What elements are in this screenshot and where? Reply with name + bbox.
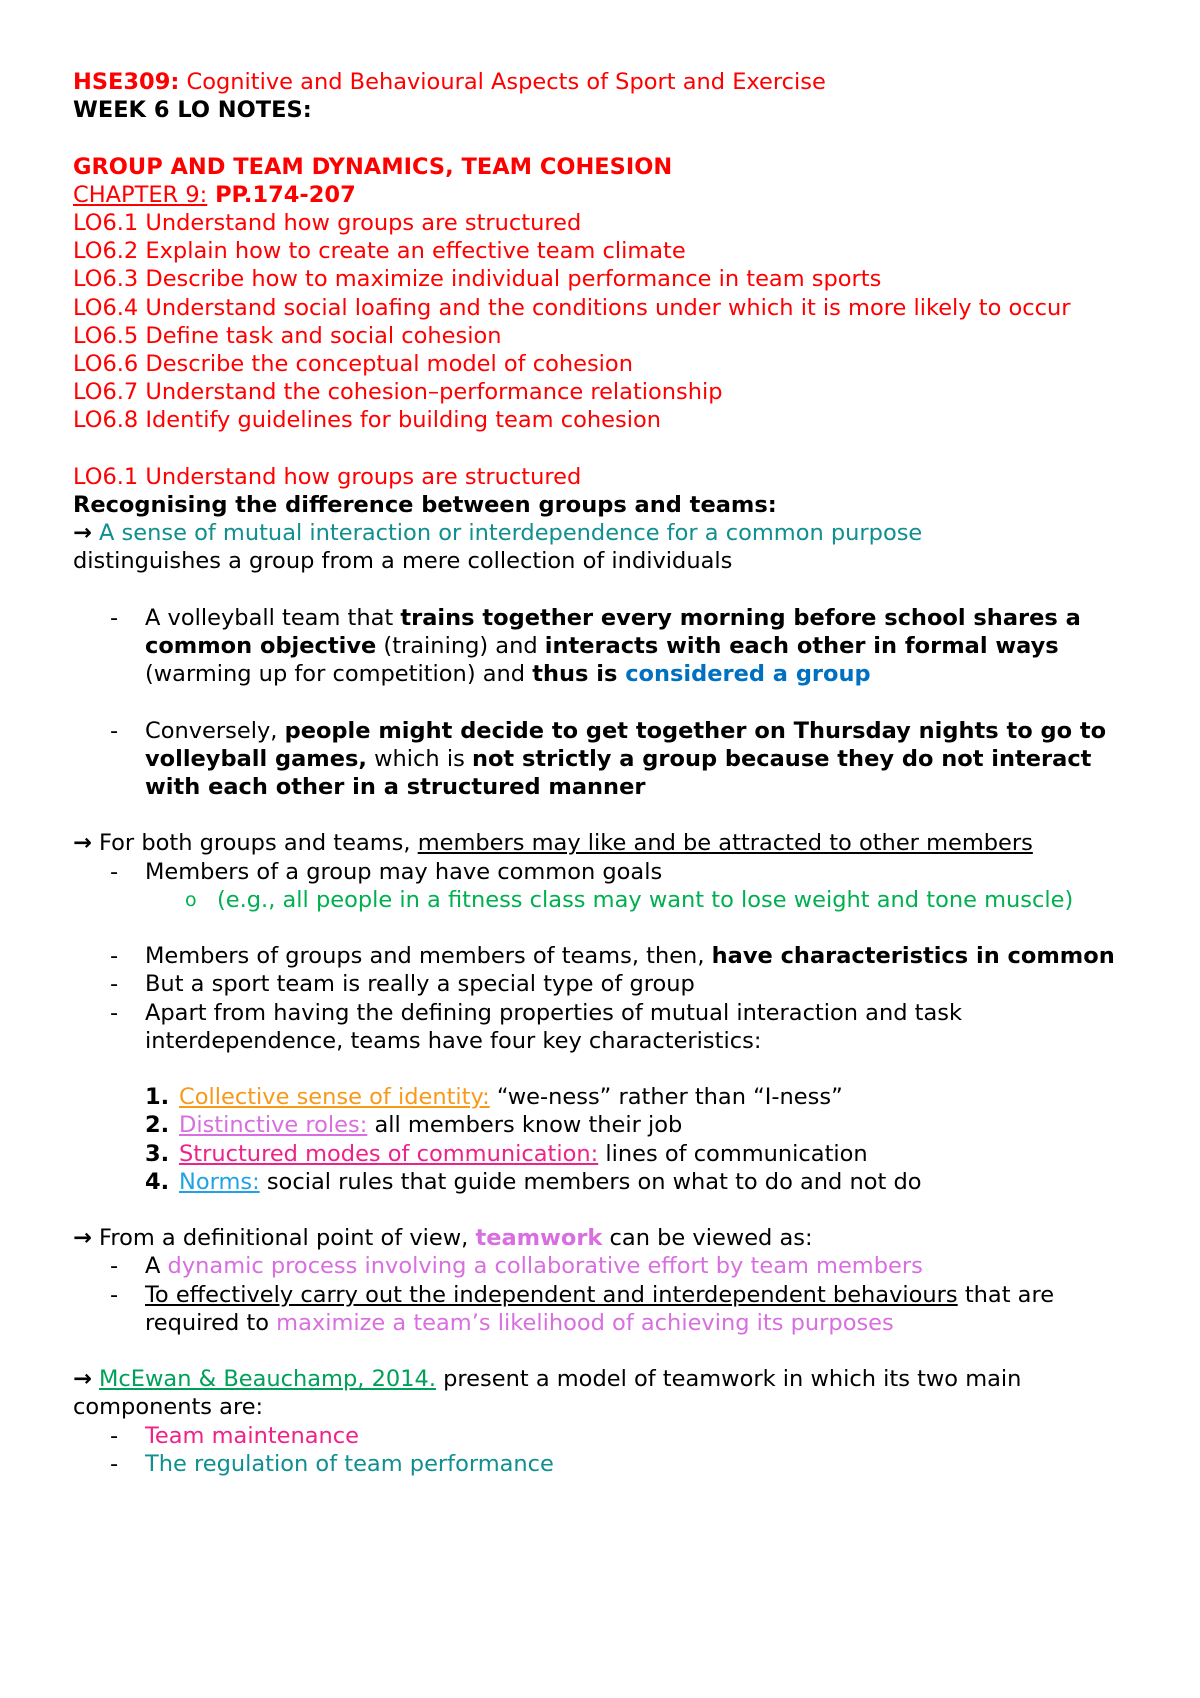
learning-objectives [73, 209, 1143, 435]
week-label: WEEK 6 LO NOTES: [73, 97, 312, 124]
bullet-volleyball-team: - A volleyball team that trains together every morning before school shares a common objective (training) and interacts with each other in formal ways (warming up for competition) and thus is considered a group [110, 604, 1081, 688]
list-item: 3. Structured modes of communication: lines of communication [145, 1140, 868, 1167]
dash-bullet-icon: - [110, 1281, 119, 1308]
arrow-icon: → [73, 830, 92, 857]
objective-item: LO6.8 Identify guidelines for building team cohesion [73, 407, 661, 434]
arrow-icon: → [73, 520, 92, 547]
objective-item: LO6.5 Define task and social cohesion [73, 322, 502, 349]
objective-item: LO6.6 Describe the conceptual model of cohesion [73, 351, 633, 378]
dash-bullet-icon: - [110, 1450, 119, 1477]
chapter-line [73, 181, 1143, 209]
objective-item: LO6.3 Describe how to maximize individual performance in team sports [73, 266, 882, 293]
bullet-characteristics: - Members of groups and members of teams, then, have characteristics in common [110, 943, 1115, 970]
bullet-conversely: - Conversely, people might decide to get together on Thursday nights to go to volleyball games, which is not strictly a group because they do not interact with each other in a structured manner [110, 717, 1107, 801]
intro-rest: distinguishes a group from a mere collection of individuals [73, 548, 733, 575]
bullet-special-group: - But a sport team is really a special type of group [110, 971, 695, 998]
intro-highlight: A sense of mutual interaction or interdependence for a common purpose [91, 520, 923, 547]
bullet-effectively: - To effectively carry out the independent and interdependent behaviours that are required to maximize a team’s likelihood of achieving its purposes [110, 1281, 1055, 1336]
key-characteristics-list [73, 1083, 1143, 1196]
dash-bullet-icon: - [110, 858, 119, 885]
intro-line [73, 519, 1143, 547]
dash-bullet-icon: - [110, 971, 119, 998]
objective-item: LO6.1 Understand how groups are structured [73, 210, 582, 236]
list-item: 4. Norms: social rules that guide members on what to do and not do [145, 1168, 922, 1195]
component-team-maintenance: - Team maintenance [110, 1422, 360, 1449]
document-page [73, 68, 1143, 1478]
course-title: Cognitive and Behavioural Aspects of Sport and Exercise [179, 69, 826, 95]
chapter-pages: PP.174-207 [207, 181, 356, 208]
topic-title: GROUP AND TEAM DYNAMICS, TEAM COHESION [73, 153, 673, 180]
objective-item: LO6.4 Understand social loafing and the conditions under which it is more likely to occur [73, 294, 1071, 321]
teamwork-line: → From a definitional point of view, teamwork can be viewed as: [73, 1225, 813, 1252]
bullet-common-goals: - Members of a group may have common goals [110, 858, 663, 885]
dash-bullet-icon: - [110, 717, 119, 744]
bullet-apart-from: - Apart from having the defining properties of mutual interaction and task interdependence, teams have four key characteristics: [110, 999, 963, 1054]
section-heading: LO6.1 Understand how groups are structured [73, 463, 582, 490]
both-groups-line: → For both groups and teams, members may like and be attracted to other members [73, 830, 1033, 857]
example-fitness-class: o (e.g., all people in a fitness class may want to lose weight and tone muscle) [185, 886, 1074, 913]
component-regulation: - The regulation of team performance [110, 1450, 554, 1477]
arrow-icon: → [73, 1225, 92, 1252]
dash-bullet-icon: - [110, 604, 119, 631]
citation-link: McEwan & Beauchamp, 2014. [99, 1366, 436, 1393]
chapter-label: CHAPTER 9: [73, 181, 208, 208]
course-line [73, 68, 1143, 96]
dash-bullet-icon: - [110, 943, 119, 970]
circle-bullet-icon: o [185, 888, 197, 911]
section-subheading: Recognising the difference between groups and teams: [73, 492, 777, 519]
objective-item: LO6.2 Explain how to create an effective team climate [73, 238, 686, 265]
course-code: HSE309: [73, 69, 180, 95]
dash-bullet-icon: - [110, 999, 119, 1026]
objective-item: LO6.7 Understand the cohesion–performance relationship [73, 379, 723, 406]
list-item: 1. Collective sense of identity: “we-ness” rather than “I-ness” [145, 1084, 843, 1111]
dash-bullet-icon: - [110, 1422, 119, 1449]
arrow-icon: → [73, 1366, 92, 1393]
dash-bullet-icon: - [110, 1253, 119, 1280]
bullet-dynamic-process: - A dynamic process involving a collaborative effort by team members [110, 1253, 923, 1280]
model-line: → McEwan & Beauchamp, 2014. present a model of teamwork in which its two main components are: [73, 1366, 1022, 1421]
list-item: 2. Distinctive roles: all members know their job [145, 1112, 683, 1139]
